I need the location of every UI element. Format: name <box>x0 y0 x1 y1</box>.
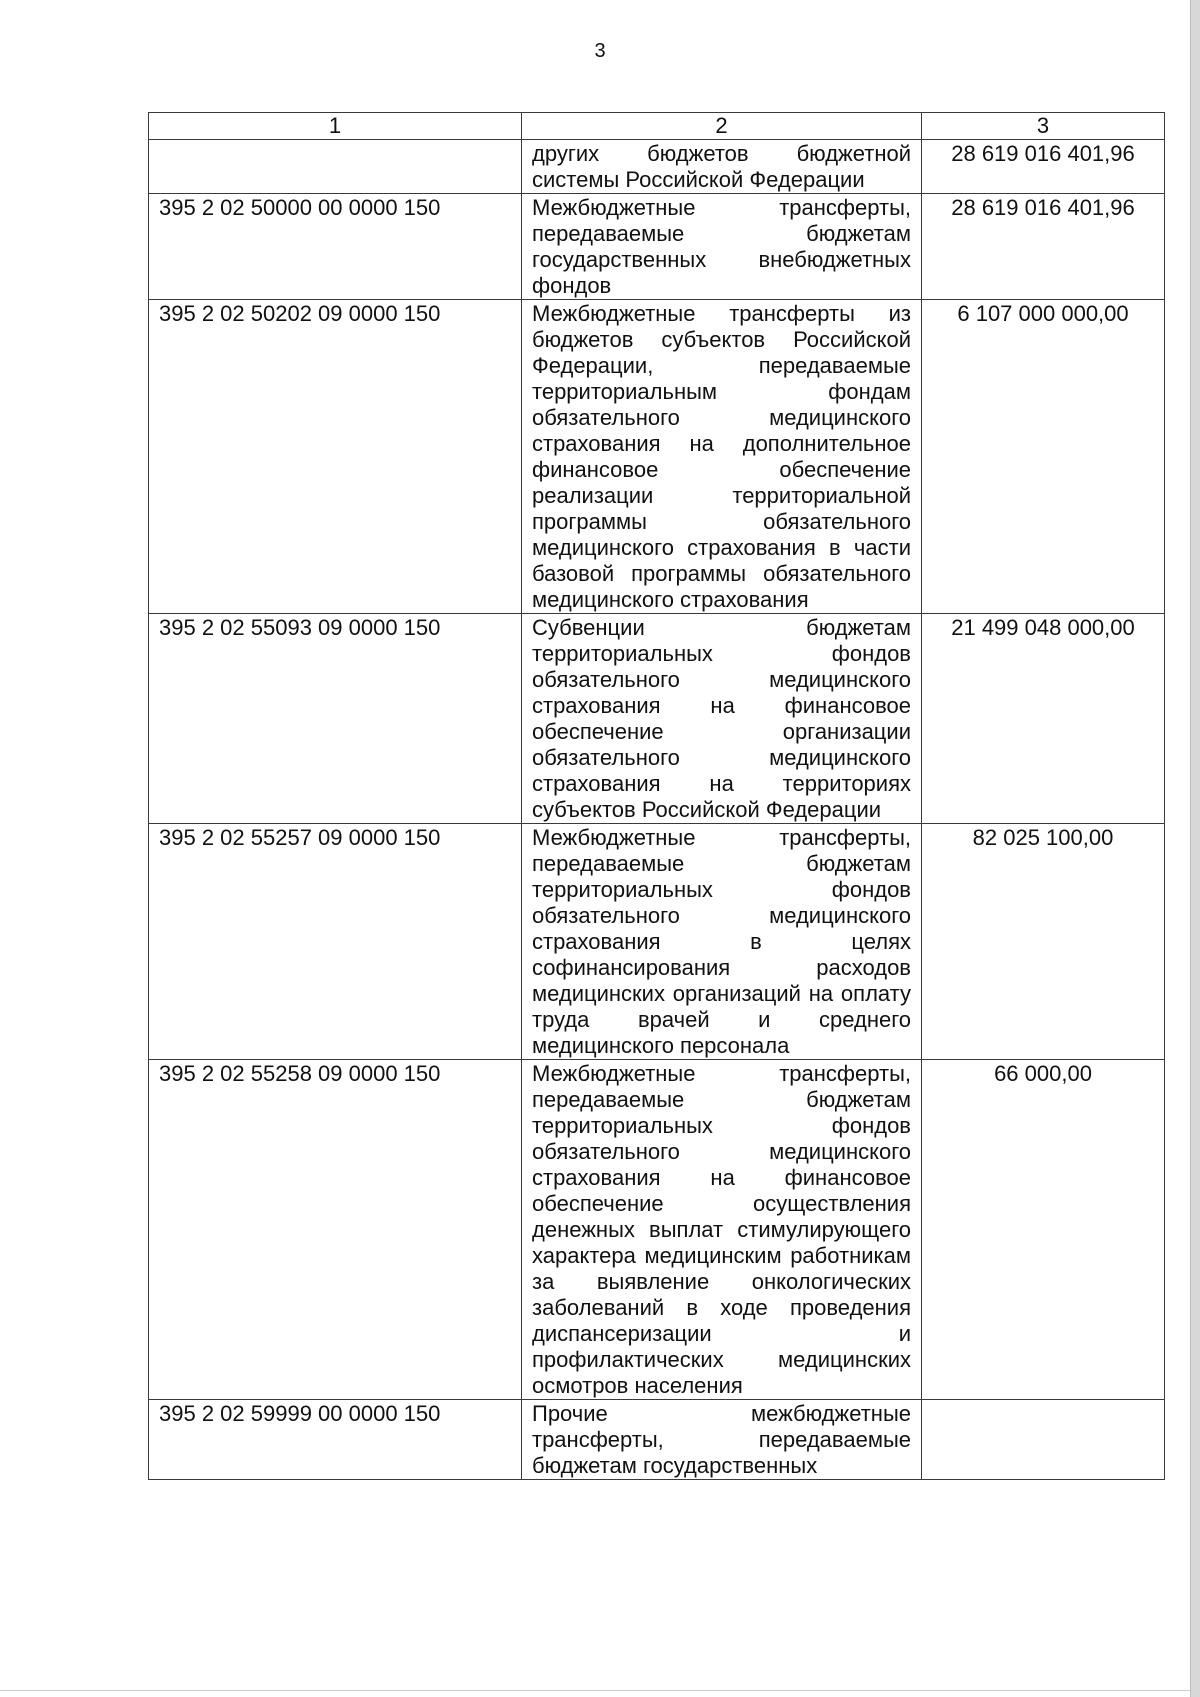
table-row <box>149 194 1165 300</box>
header-row <box>149 113 1165 140</box>
table-row <box>149 1400 1165 1480</box>
header-col-2: 2 <box>522 113 922 140</box>
code-cell <box>149 140 522 194</box>
description-cell: Межбюджетные трансферты, передаваемые бюджетам территориальных фондов обязательного медицинского страхования на финансовое обеспечение осуществления денежных выплат стимулирующего характера медицинским работникам за выявление онкологических заболеваний в ходе проведения диспансеризации и профилактических медицинских осмотров населения <box>522 1060 922 1400</box>
code-cell: 395 2 02 55093 09 0000 150 <box>149 614 522 824</box>
table-row <box>149 300 1165 614</box>
description-cell: других бюджетов бюджетной системы Российской Федерации <box>522 140 922 194</box>
page-number: 3 <box>594 40 606 62</box>
description-cell: Прочие межбюджетные трансферты, передаваемые бюджетам государственных <box>522 1400 922 1480</box>
budget-table-container <box>148 112 1165 1480</box>
code-cell: 395 2 02 50202 09 0000 150 <box>149 300 522 614</box>
table-row <box>149 824 1165 1060</box>
amount-cell: 6 107 000 000,00 <box>922 300 1165 614</box>
code-cell: 395 2 02 50000 00 0000 150 <box>149 194 522 300</box>
description-cell: Субвенции бюджетам территориальных фондов обязательного медицинского страхования на финансовое обеспечение организации обязательного медицинского страхования на территориях субъектов Российской Федерации <box>522 614 922 824</box>
code-cell: 395 2 02 59999 00 0000 150 <box>149 1400 522 1480</box>
amount-cell: 28 619 016 401,96 <box>922 140 1165 194</box>
amount-cell <box>922 1400 1165 1480</box>
amount-cell: 66 000,00 <box>922 1060 1165 1400</box>
scan-page-edge <box>1190 0 1200 1697</box>
amount-cell: 21 499 048 000,00 <box>922 614 1165 824</box>
table-body <box>149 140 1165 1480</box>
header-col-1: 1 <box>149 113 522 140</box>
description-cell: Межбюджетные трансферты из бюджетов субъектов Российской Федерации, передаваемые территориальным фондам обязательного медицинского страхования на дополнительное финансовое обеспечение реализации территориальной программы обязательного медицинского страхования в части базовой программы обязательного медицинского страхования <box>522 300 922 614</box>
budget-table <box>148 112 1165 1480</box>
table-header <box>149 113 1165 140</box>
table-row <box>149 140 1165 194</box>
amount-cell: 82 025 100,00 <box>922 824 1165 1060</box>
scan-bottom-artifact <box>0 1690 1190 1691</box>
table-row <box>149 1060 1165 1400</box>
header-col-3: 3 <box>922 113 1165 140</box>
code-cell: 395 2 02 55258 09 0000 150 <box>149 1060 522 1400</box>
table-row <box>149 614 1165 824</box>
description-cell: Межбюджетные трансферты, передаваемые бюджетам государственных внебюджетных фондов <box>522 194 922 300</box>
description-cell: Межбюджетные трансферты, передаваемые бюджетам территориальных фондов обязательного медицинского страхования в целях софинансирования расходов медицинских организаций на оплату труда врачей и среднего медицинского персонала <box>522 824 922 1060</box>
amount-cell: 28 619 016 401,96 <box>922 194 1165 300</box>
code-cell: 395 2 02 55257 09 0000 150 <box>149 824 522 1060</box>
